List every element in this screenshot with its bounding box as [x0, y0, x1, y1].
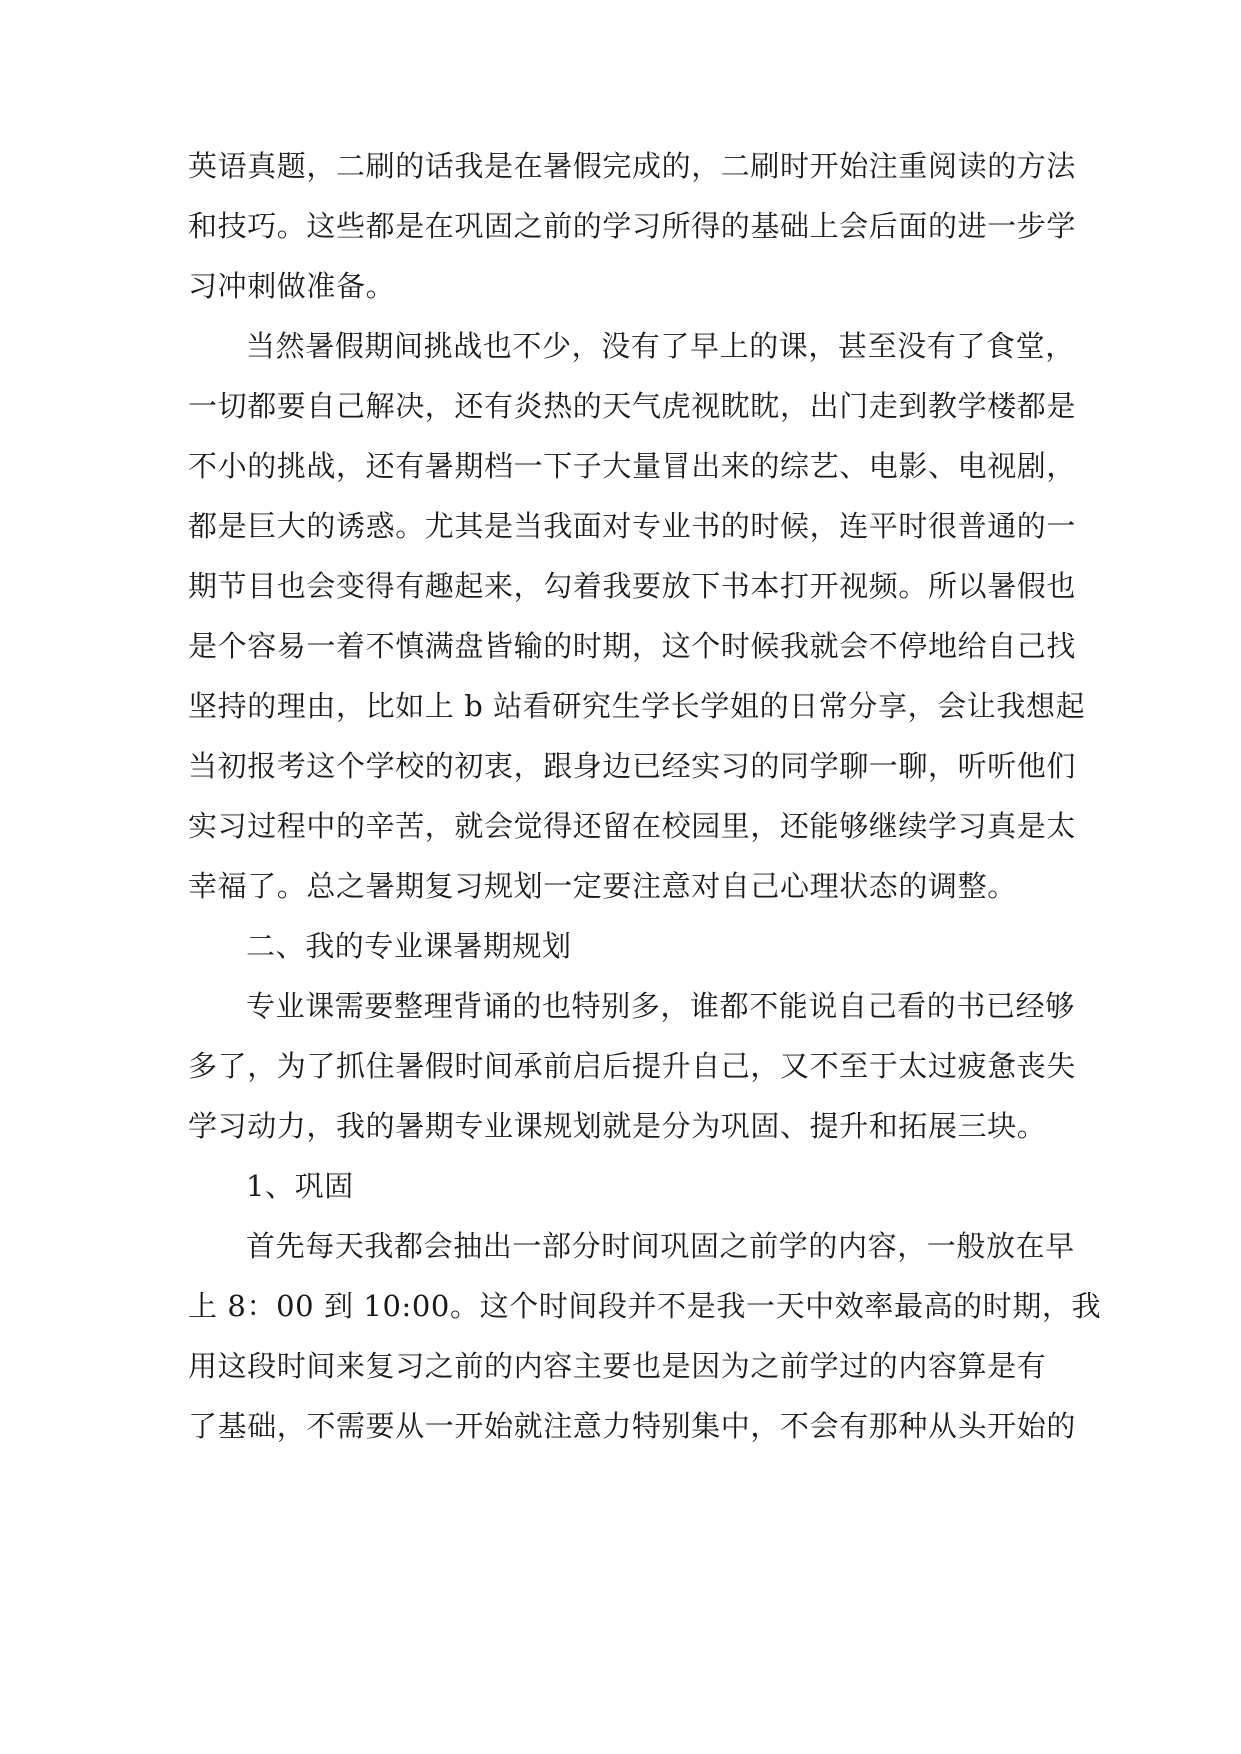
text-line: 幸福了。总之暑期复习规划一定要注意对自己心理状态的调整。: [188, 869, 1017, 903]
subsection-heading: 1、巩固: [246, 1169, 354, 1203]
text-line: 习冲刺做准备。: [188, 269, 396, 303]
text-line: 是个容易一着不慎满盘皆输的时期，这个时候我就会不停地给自己找: [188, 629, 1077, 663]
text-line: 多了，为了抓住暑假时间承前启后提升自己，又不至于太过疲惫丧失: [188, 1049, 1077, 1083]
paragraph-first-line: 首先每天我都会抽出一部分时间巩固之前学的内容，一般放在早: [246, 1229, 1075, 1263]
text-line: 当初报考这个学校的初衷，跟身边已经实习的同学聊一聊，听听他们: [188, 749, 1077, 783]
text-line: 学习动力，我的暑期专业课规划就是分为巩固、提升和拓展三块。: [188, 1109, 1047, 1143]
text-line: 一切都要自己解决，还有炎热的天气虎视眈眈，出门走到教学楼都是: [188, 389, 1077, 423]
text-line: 了基础，不需要从一开始就注意力特别集中，不会有那种从头开始的: [188, 1409, 1077, 1443]
text-line: 都是巨大的诱惑。尤其是当我面对专业书的时候，连平时很普通的一: [188, 509, 1077, 543]
text-line: 和技巧。这些都是在巩固之前的学习所得的基础上会后面的进一步学: [188, 209, 1077, 243]
text-line: 坚持的理由，比如上 b 站看研究生学长学姐的日常分享，会让我想起: [188, 689, 1086, 723]
text-line: 期节目也会变得有趣起来，勾着我要放下书本打开视频。所以暑假也: [188, 569, 1077, 603]
text-line: 用这段时间来复习之前的内容主要也是因为之前学过的内容算是有: [188, 1349, 1047, 1383]
text-line: 实习过程中的辛苦，就会觉得还留在校园里，还能够继续学习真是太: [188, 809, 1077, 843]
paragraph-first-line: 当然暑假期间挑战也不少，没有了早上的课，甚至没有了食堂，: [246, 329, 1075, 363]
text-line: 不小的挑战，还有暑期档一下子大量冒出来的综艺、电影、电视剧，: [188, 449, 1077, 483]
text-line: 上 8：00 到 10:00。这个时间段并不是我一天中效率最高的时期，我: [188, 1289, 1102, 1323]
section-heading: 二、我的专业课暑期规划: [246, 929, 572, 963]
text-line: 英语真题，二刷的话我是在暑假完成的，二刷时开始注重阅读的方法: [188, 149, 1077, 183]
paragraph-first-line: 专业课需要整理背诵的也特别多，谁都不能说自己看的书已经够: [246, 989, 1075, 1023]
